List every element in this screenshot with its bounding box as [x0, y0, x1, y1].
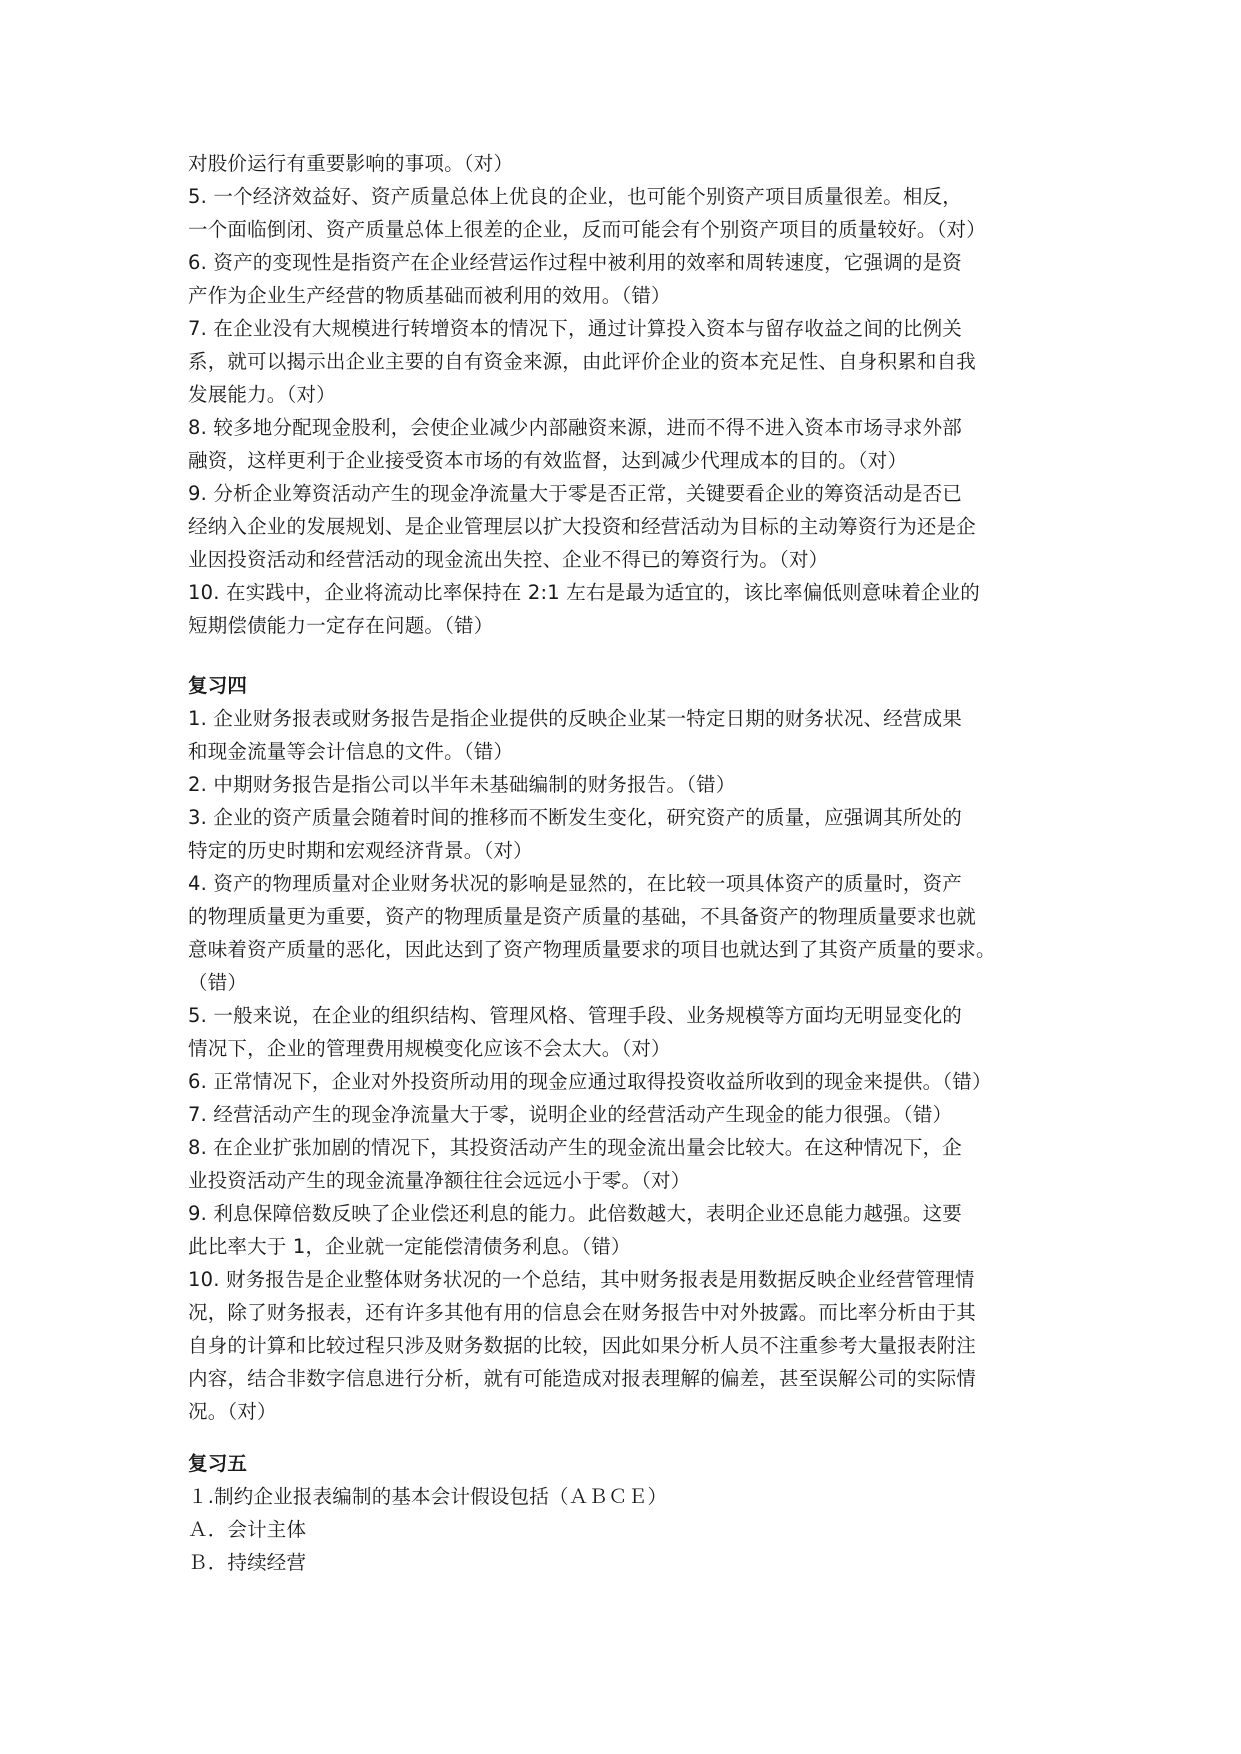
text-line: 6. 正常情况下，企业对外投资所动用的现金应通过取得投资收益所收到的现金来提供。（错）: [188, 1070, 992, 1093]
text-line: 况。（对）: [188, 1400, 277, 1423]
text-line: 产作为企业生产经营的物质基础而被利用的效用。（错）: [188, 284, 671, 307]
text-line: 对股价运行有重要影响的事项。（对）: [188, 152, 514, 175]
text-line: 短期偿债能力一定存在问题。（错）: [188, 614, 494, 637]
text-line: 3. 企业的资产质量会随着时间的推移而不断发生变化，研究资产的质量，应强调其所处的: [188, 806, 963, 829]
text-line: 融资，这样更利于企业接受资本市场的有效监督，达到减少代理成本的目的。（对）: [188, 449, 908, 472]
text-line: 和现金流量等会计信息的文件。（错）: [188, 740, 514, 763]
text-line: 经纳入企业的发展规划、是企业管理层以扩大投资和经营活动为目标的主动筹资行为还是企: [188, 515, 977, 538]
section-3-continued: [188, 147, 1078, 642]
text-line: 况，除了财务报表，还有许多其他有用的信息会在财务报告中对外披露。而比率分析由于其: [188, 1301, 977, 1324]
text-line: 一个面临倒闭、资产质量总体上很差的企业，反而可能会有个别资产项目的质量较好。（对）: [188, 218, 986, 241]
text-line: 的物理质量更为重要，资产的物理质量是资产质量的基础，不具备资产的物理质量要求也就: [188, 905, 977, 928]
text-line: 业投资活动产生的现金流量净额往往会远远小于零。（对）: [188, 1169, 691, 1192]
text-line: 业因投资活动和经营活动的现金流出失控、企业不得已的筹资行为。（对）: [188, 548, 829, 571]
text-line: 8. 较多地分配现金股利，会使企业减少内部融资来源，进而不得不进入资本市场寻求外部: [188, 416, 963, 439]
text-line: 意味着资产质量的恶化，因此达到了资产物理质量要求的项目也就达到了其资产质量的要求。: [188, 938, 996, 961]
text-line: 5. 一个经济效益好、资产质量总体上优良的企业，也可能个别资产项目质量很差。相反，: [188, 185, 963, 208]
text-line: 4. 资产的物理质量对企业财务状况的影响是显然的，在比较一项具体资产的质量时，资产: [188, 872, 963, 895]
section-heading: 复习四: [188, 674, 248, 697]
text-line: 10. 财务报告是企业整体财务状况的一个总结，其中财务报表是用数据反映企业经营管理情: [188, 1268, 975, 1291]
text-line: 情况下，企业的管理费用规模变化应该不会太大。（对）: [188, 1037, 671, 1060]
section-heading: 复习五: [188, 1452, 248, 1475]
text-line: 9. 分析企业筹资活动产生的现金净流量大于零是否正常，关键要看企业的筹资活动是否已: [188, 482, 963, 505]
text-line: 9. 利息保障倍数反映了企业偿还利息的能力。此倍数越大，表明企业还息能力越强。这要: [188, 1202, 963, 1225]
text-line: 此比率大于 1，企业就一定能偿清债务利息。（错）: [188, 1235, 631, 1258]
text-line: 7. 经营活动产生的现金净流量大于零，说明企业的经营活动产生现金的能力很强。（错）: [188, 1103, 953, 1126]
question-line: １.制约企业报表编制的基本会计假设包括（ＡＢＣＥ）: [188, 1485, 668, 1508]
text-line: 8. 在企业扩张加剧的情况下，其投资活动产生的现金流出量会比较大。在这种情况下，企: [188, 1136, 963, 1159]
text-line: 内容，结合非数字信息进行分析，就有可能造成对报表理解的偏差，甚至误解公司的实际情: [188, 1367, 977, 1390]
text-line: 7. 在企业没有大规模进行转增资本的情况下，通过计算投入资本与留存收益之间的比例关: [188, 317, 963, 340]
text-line: 特定的历史时期和宏观经济背景。（对）: [188, 839, 533, 862]
text-line: 1. 企业财务报表或财务报告是指企业提供的反映企业某一特定日期的财务状况、经营成果: [188, 707, 963, 730]
text-line: 发展能力。（对）: [188, 383, 336, 406]
text-line: 2. 中期财务报告是指公司以半年未基础编制的财务报告。（错）: [188, 773, 736, 796]
text-line: 5. 一般来说，在企业的组织结构、管理风格、管理手段、业务规模等方面均无明显变化的: [188, 1004, 963, 1027]
option-line: Ｂ．持续经营: [188, 1551, 307, 1574]
text-line: 自身的计算和比较过程只涉及财务数据的比较，因此如果分析人员不注重参考大量报表附注: [188, 1334, 977, 1357]
option-line: Ａ．会计主体: [188, 1518, 307, 1541]
text-line: 10. 在实践中，企业将流动比率保持在 2:1 左右是最为适宜的，该比率偏低则意味着企业的: [188, 581, 980, 604]
text-line: 6. 资产的变现性是指资产在企业经营运作过程中被利用的效率和周转速度，它强调的是资: [188, 251, 963, 274]
section-4: [188, 669, 1078, 1428]
text-line: （错）: [188, 971, 248, 994]
text-line: 系，就可以揭示出企业主要的自有资金来源，由此评价企业的资本充足性、自身积累和自我: [188, 350, 977, 373]
section-5: [188, 1447, 1078, 1579]
